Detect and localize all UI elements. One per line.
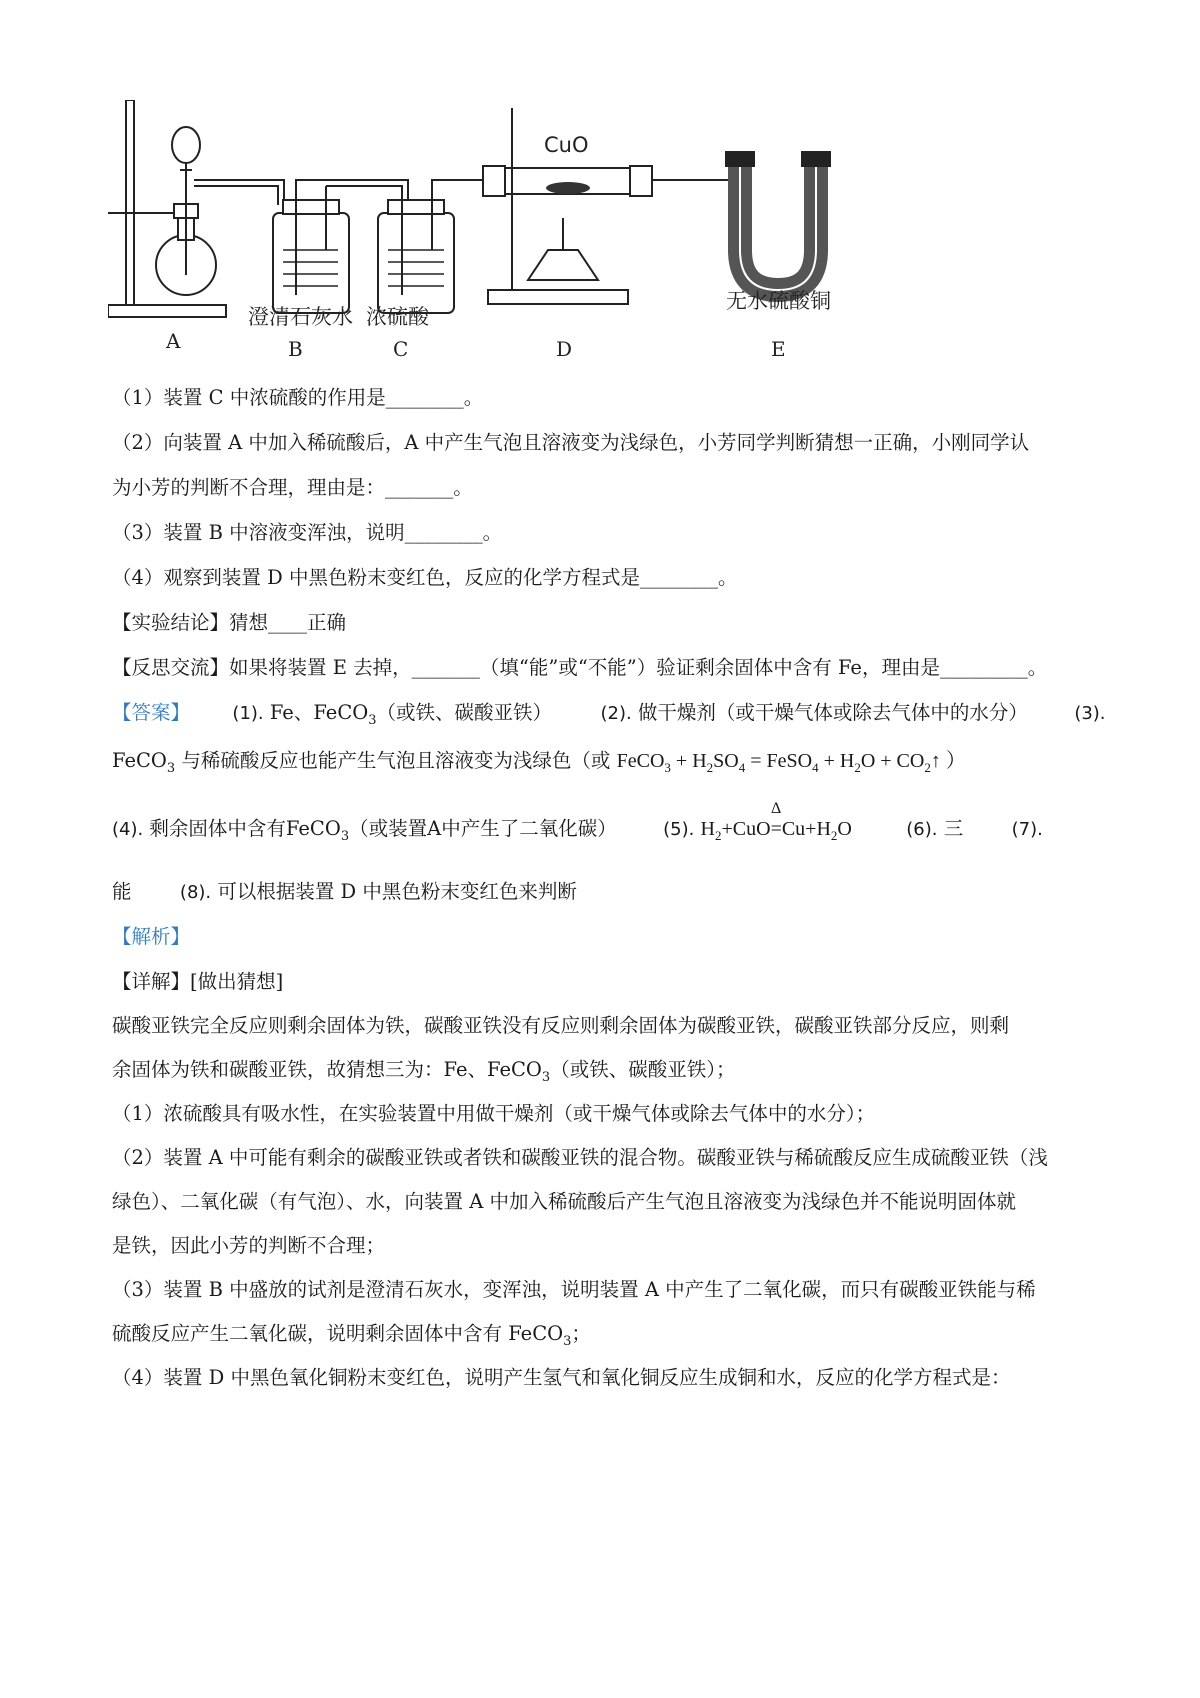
- answer-3-num: (3).: [1074, 703, 1106, 724]
- answer-line-2: [112, 747, 966, 775]
- analysis-p1a: 碳酸亚铁完全反应则剩余固体为铁，碳酸亚铁没有反应则剩余固体为碳酸亚铁，碳酸亚铁部分反应，则剩: [112, 1014, 1010, 1037]
- eq-sub: 4: [738, 760, 746, 775]
- label-e: E: [771, 337, 786, 361]
- question-1: （1）装置 C 中浓硫酸的作用是________。: [112, 386, 484, 409]
- analysis-p4b-post: ；: [571, 1322, 591, 1345]
- eq-sub: 2: [924, 760, 931, 775]
- eq-part: FeCO: [616, 750, 665, 772]
- reflection: 【反思交流】如果将装置 E 去掉，_______（填“能”或“不能”）验证剩余固体中含有 Fe，理由是_________。: [112, 656, 1048, 679]
- answer-tag: 【答案】: [112, 701, 191, 724]
- question-4: （4）观察到装置 D 中黑色粉末变红色，反应的化学方程式是________。: [112, 566, 738, 589]
- answer-6-num: (6).: [906, 819, 938, 840]
- answer-6: 三: [943, 817, 964, 840]
- eq-sub: 2: [706, 760, 714, 775]
- answer-2-num: (2).: [600, 703, 632, 724]
- analysis-p4b-sub: 3: [563, 1334, 572, 1349]
- answer-5-equation: [700, 800, 852, 843]
- eq-sub: 2: [830, 828, 838, 843]
- apparatus-diagram: [108, 100, 908, 390]
- eq-part: = FeSO: [745, 750, 813, 772]
- label-a: A: [166, 329, 181, 353]
- eq-part: O: [837, 818, 852, 840]
- eq-part: +CuO: [721, 818, 771, 840]
- delta-symbol: Δ: [771, 800, 782, 817]
- heat-sign: [770, 800, 782, 843]
- eq-sub: 2: [854, 760, 861, 775]
- eq-sub: 3: [664, 760, 671, 775]
- answer-3-text: 与稀硫酸反应也能产生气泡且溶液变为浅绿色（或: [181, 749, 611, 772]
- experiment-conclusion: 【实验结论】猜想____正确: [112, 611, 347, 634]
- analysis-p3a: （2）装置 A 中可能有剩余的碳酸亚铁或者铁和碳酸亚铁的混合物。碳酸亚铁与稀硫酸反应生成硫酸亚铁（浅: [112, 1146, 1048, 1169]
- answer-4-num: (4).: [112, 819, 144, 840]
- answer-3-equation: [616, 750, 966, 775]
- equals-sign: =: [770, 818, 782, 840]
- analysis-p1b-pre: 余固体为铁和碳酸亚铁，故猜想三为：Fe、FeCO: [112, 1058, 542, 1081]
- question-2b: 为小芳的判断不合理，理由是：_______。: [112, 476, 473, 499]
- label-d: D: [556, 337, 573, 361]
- analysis-p1b-sub: 3: [541, 1070, 551, 1085]
- apparatus-figure: [108, 100, 908, 390]
- answer-5-num: (5).: [663, 819, 695, 840]
- answer-line-1: [112, 699, 1106, 728]
- eq-part: + H: [670, 750, 707, 772]
- answer-1-sub: 3: [368, 713, 377, 728]
- eq-sub: 4: [812, 760, 819, 775]
- question-2a: （2）向装置 A 中加入稀硫酸后，A 中产生气泡且溶液变为浅绿色，小芳同学判断猜想一正确，小刚同学认: [112, 431, 1030, 454]
- analysis-detail: 【详解】[做出猜想]: [112, 970, 284, 993]
- b-text: 澄清石灰水: [248, 305, 353, 329]
- label-c: C: [393, 337, 409, 361]
- analysis-p4a: （3）装置 B 中盛放的试剂是澄清石灰水，变浑浊，说明装置 A 中产生了二氧化碳，而只有碳酸亚铁能与稀: [112, 1278, 1036, 1301]
- eq-part: SO: [713, 750, 739, 772]
- eq-part: + H: [818, 750, 855, 772]
- eq-sub: 2: [715, 828, 722, 843]
- eq-part: H: [700, 818, 715, 840]
- analysis-p5: （4）装置 D 中黑色氧化铜粉末变红色，说明产生氢气和氧化铜反应生成铜和水，反应的化学方程式是：: [112, 1366, 1011, 1389]
- answer-4-pre: 剩余固体中含有FeCO: [149, 817, 341, 840]
- cuo-label: CuO: [544, 133, 589, 157]
- c-text: 浓硫酸: [366, 305, 429, 329]
- answer-7: 能: [112, 880, 132, 903]
- answer-line-4: [112, 878, 577, 907]
- answer-8: 可以根据装置 D 中黑色粉末变红色来判断: [217, 880, 577, 903]
- answer-3-sub: 3: [166, 761, 176, 776]
- question-3: （3）装置 B 中溶液变浑浊，说明________。: [112, 521, 503, 544]
- analysis-p2: （1）浓硫酸具有吸水性，在实验装置中用做干燥剂（或干燥气体或除去气体中的水分）；: [112, 1102, 876, 1125]
- answer-7-num: (7).: [1011, 819, 1043, 840]
- eq-part: O + CO: [860, 750, 925, 772]
- analysis-p1b-post: （或铁、碳酸亚铁）；: [550, 1058, 736, 1081]
- analysis-p4b: [112, 1320, 591, 1348]
- answer-1-pre: Fe、FeCO: [269, 701, 369, 724]
- analysis-p4b-pre: 硫酸反应产生二氧化碳，说明剩余固体中含有 FeCO: [112, 1322, 564, 1345]
- label-b: B: [288, 337, 303, 361]
- analysis-tag: 【解析】: [112, 925, 191, 948]
- answer-2: 做干燥剂（或干燥气体或除去气体中的水分）: [637, 701, 1028, 724]
- answer-3-pre: FeCO: [112, 749, 167, 772]
- analysis-p3b: 绿色）、二氧化碳（有气泡）、水，向装置 A 中加入稀硫酸后产生气泡且溶液变为浅绿色并不能说明固体就: [112, 1190, 1016, 1213]
- e-text: 无水硫酸铜: [726, 289, 831, 313]
- eq-part: ↑ ）: [930, 750, 966, 772]
- analysis-p3c: 是铁，因此小芳的判断不合理；: [112, 1234, 386, 1257]
- answer-4-post: （或装置A中产生了二氧化碳）: [349, 817, 617, 840]
- answer-1-num: (1).: [232, 703, 264, 724]
- answer-4-sub: 3: [340, 829, 350, 844]
- answer-8-num: (8).: [179, 882, 212, 903]
- answer-line-3: [112, 800, 1043, 844]
- analysis-p1b: [112, 1056, 735, 1084]
- eq-part: Cu+H: [781, 818, 831, 840]
- answer-1-post: （或铁、碳酸亚铁）: [376, 701, 553, 724]
